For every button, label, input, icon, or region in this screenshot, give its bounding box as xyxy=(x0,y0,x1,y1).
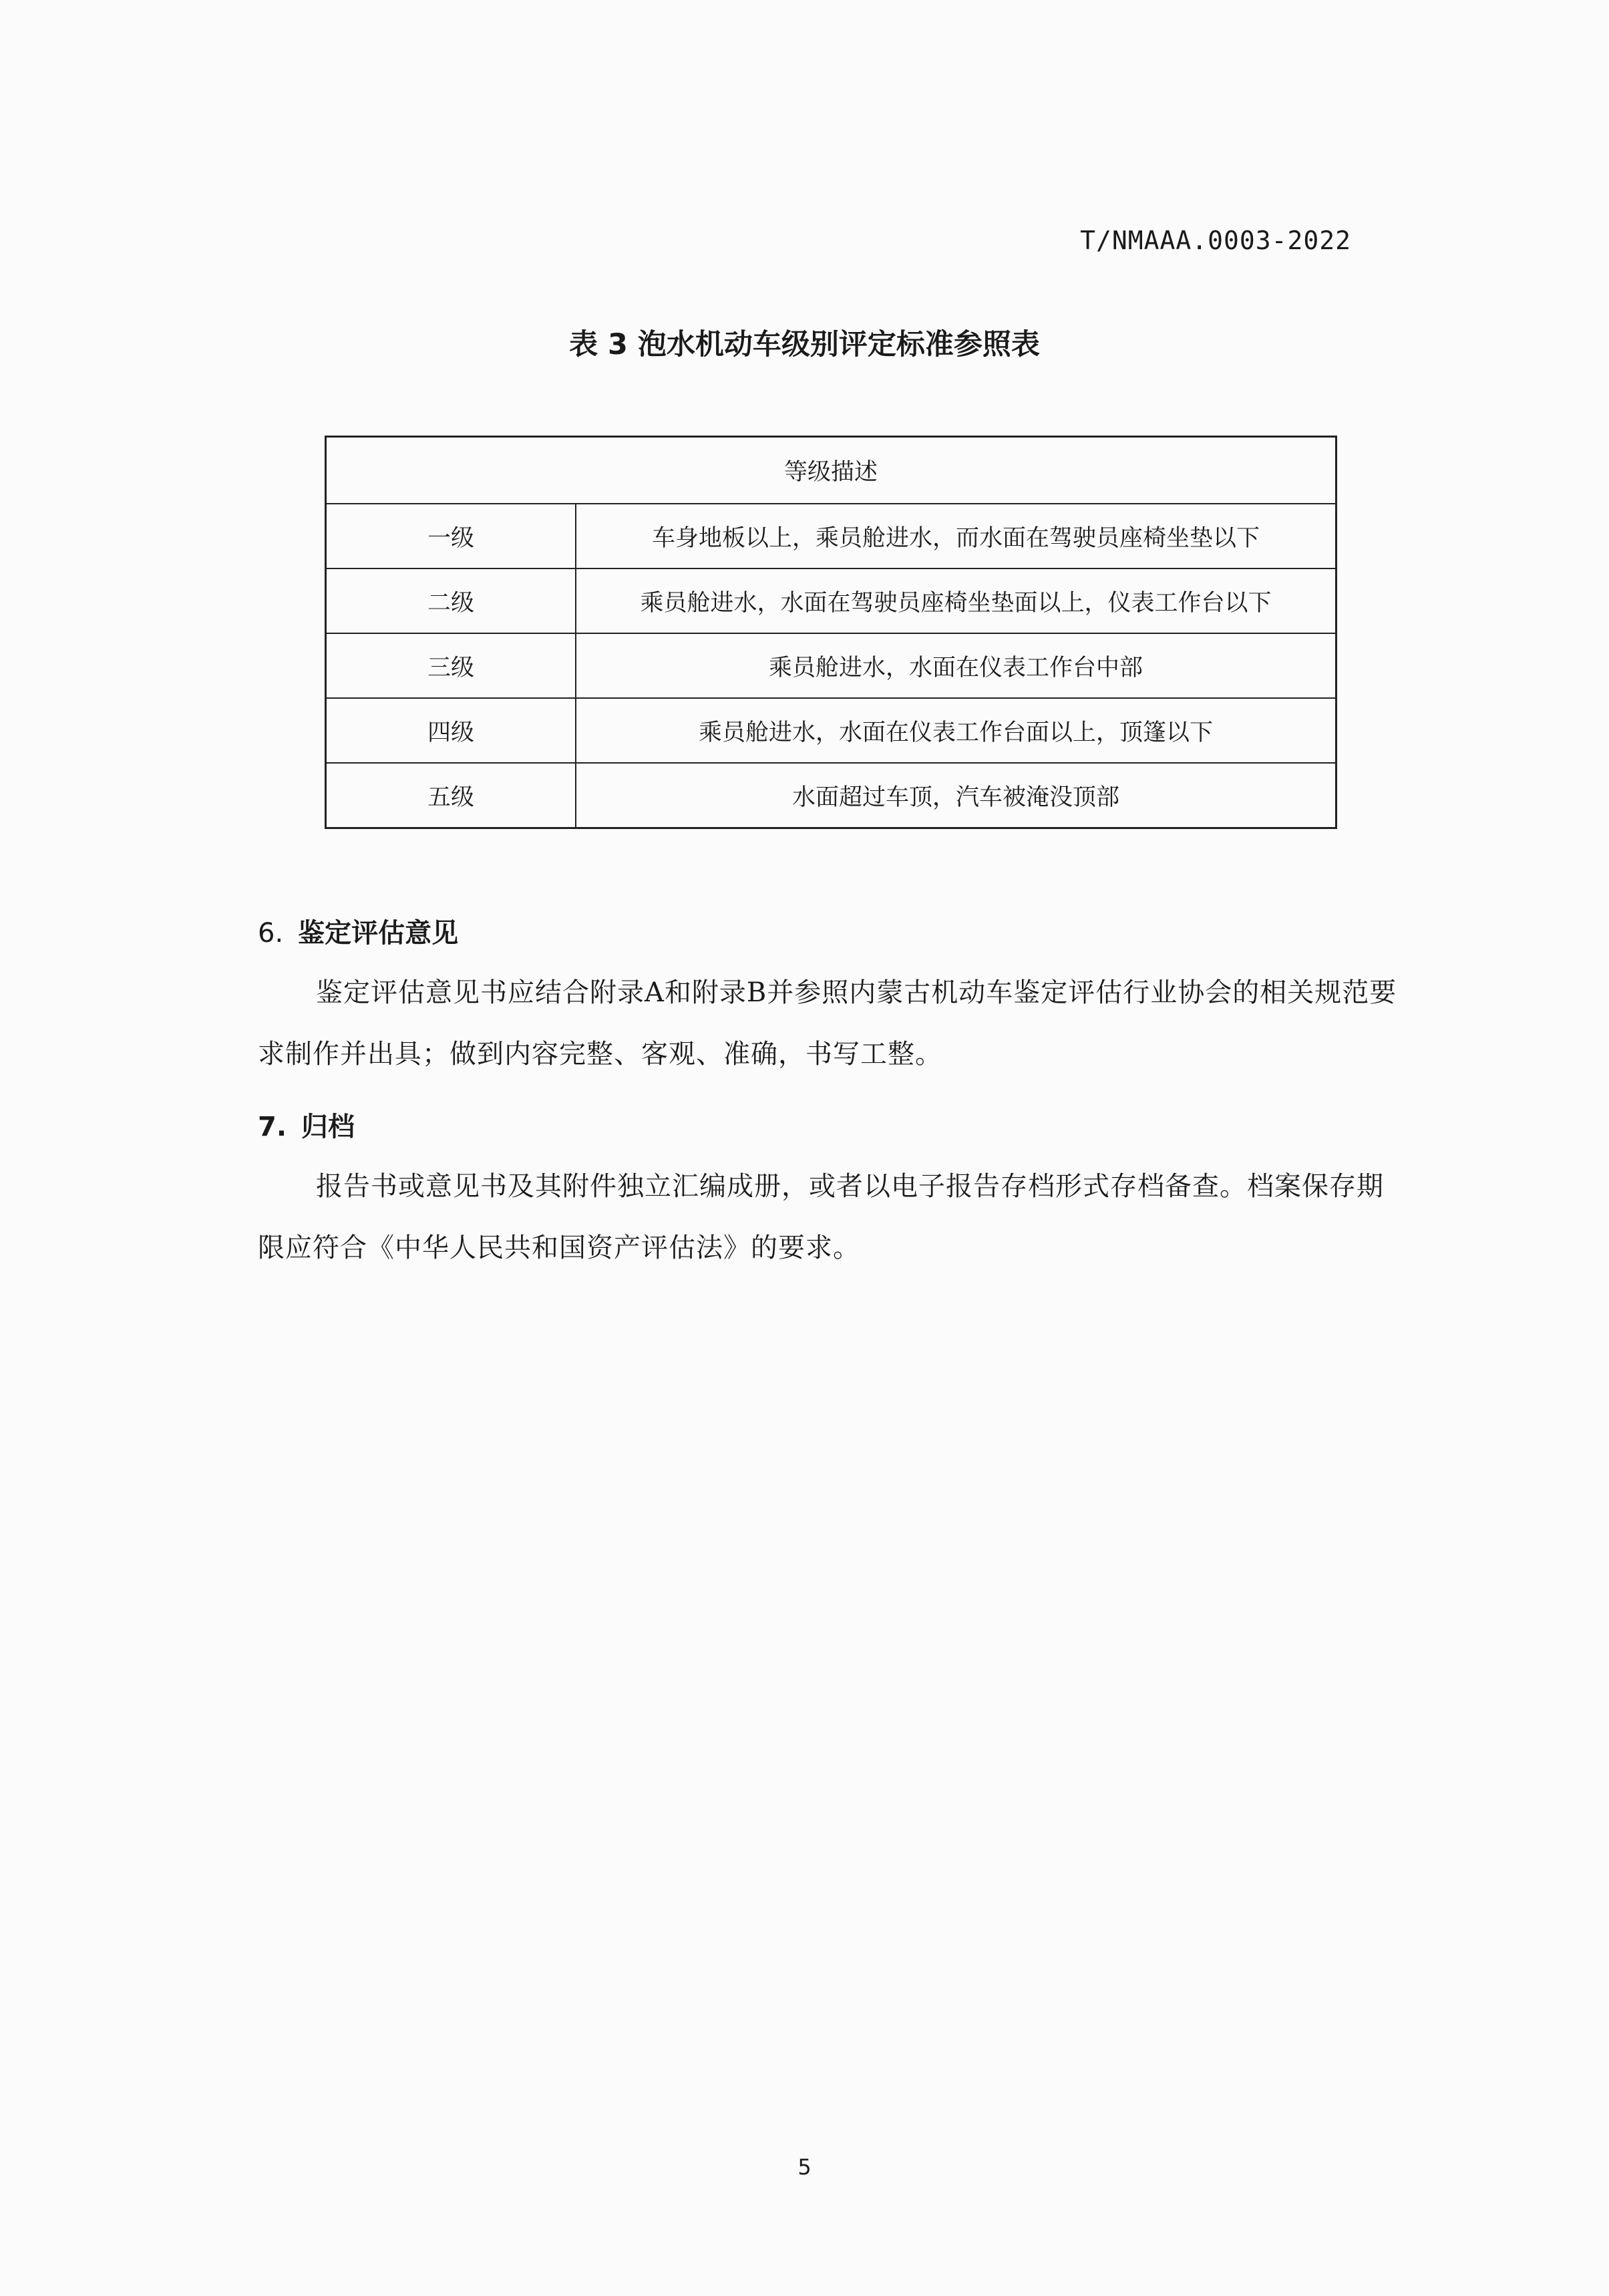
section-number: 6. xyxy=(258,918,284,949)
grade-reference-table xyxy=(325,436,1337,829)
table-header-row xyxy=(326,437,1336,504)
section-title: 鉴定评估意见 xyxy=(298,918,459,949)
page-number: 5 xyxy=(797,2154,812,2180)
description-cell: 乘员舱进水，水面在驾驶员座椅坐垫面以上，仪表工作台以下 xyxy=(576,568,1336,633)
level-cell: 五级 xyxy=(326,763,576,828)
section-heading-7 xyxy=(258,1106,355,1144)
table-row xyxy=(326,504,1336,568)
section-paragraph-7: 报告书或意见书及其附件独立汇编成册，或者以电子报告存档形式存档备查。档案保存期限应符合《中华人民共和国资产评估法》的要求。 xyxy=(258,1171,1384,1263)
section-title: 归档 xyxy=(301,1112,355,1142)
section-number: 7. xyxy=(258,1112,287,1142)
table-row xyxy=(326,568,1336,633)
description-cell: 乘员舱进水，水面在仪表工作台面以上，顶篷以下 xyxy=(576,698,1336,763)
level-cell: 一级 xyxy=(326,504,576,568)
table-row xyxy=(326,698,1336,763)
document-code: T/NMAAA.0003-2022 xyxy=(1080,226,1351,255)
description-cell: 水面超过车顶，汽车被淹没顶部 xyxy=(576,763,1336,828)
level-cell: 四级 xyxy=(326,698,576,763)
table-caption: 表 3 泡水机动车级别评定标准参照表 xyxy=(569,328,1040,361)
level-cell: 三级 xyxy=(326,633,576,698)
level-cell: 二级 xyxy=(326,568,576,633)
table-row xyxy=(326,763,1336,828)
table-header-cell: 等级描述 xyxy=(326,437,1336,504)
table-row xyxy=(326,633,1336,698)
description-cell: 车身地板以上，乘员舱进水，而水面在驾驶员座椅坐垫以下 xyxy=(576,504,1336,568)
description-cell: 乘员舱进水，水面在仪表工作台中部 xyxy=(576,633,1336,698)
section-paragraph-6: 鉴定评估意见书应结合附录A和附录B并参照内蒙古机动车鉴定评估行业协会的相关规范要求制作并出具；做到内容完整、客观、准确，书写工整。 xyxy=(258,977,1397,1070)
section-heading-6 xyxy=(258,912,458,950)
